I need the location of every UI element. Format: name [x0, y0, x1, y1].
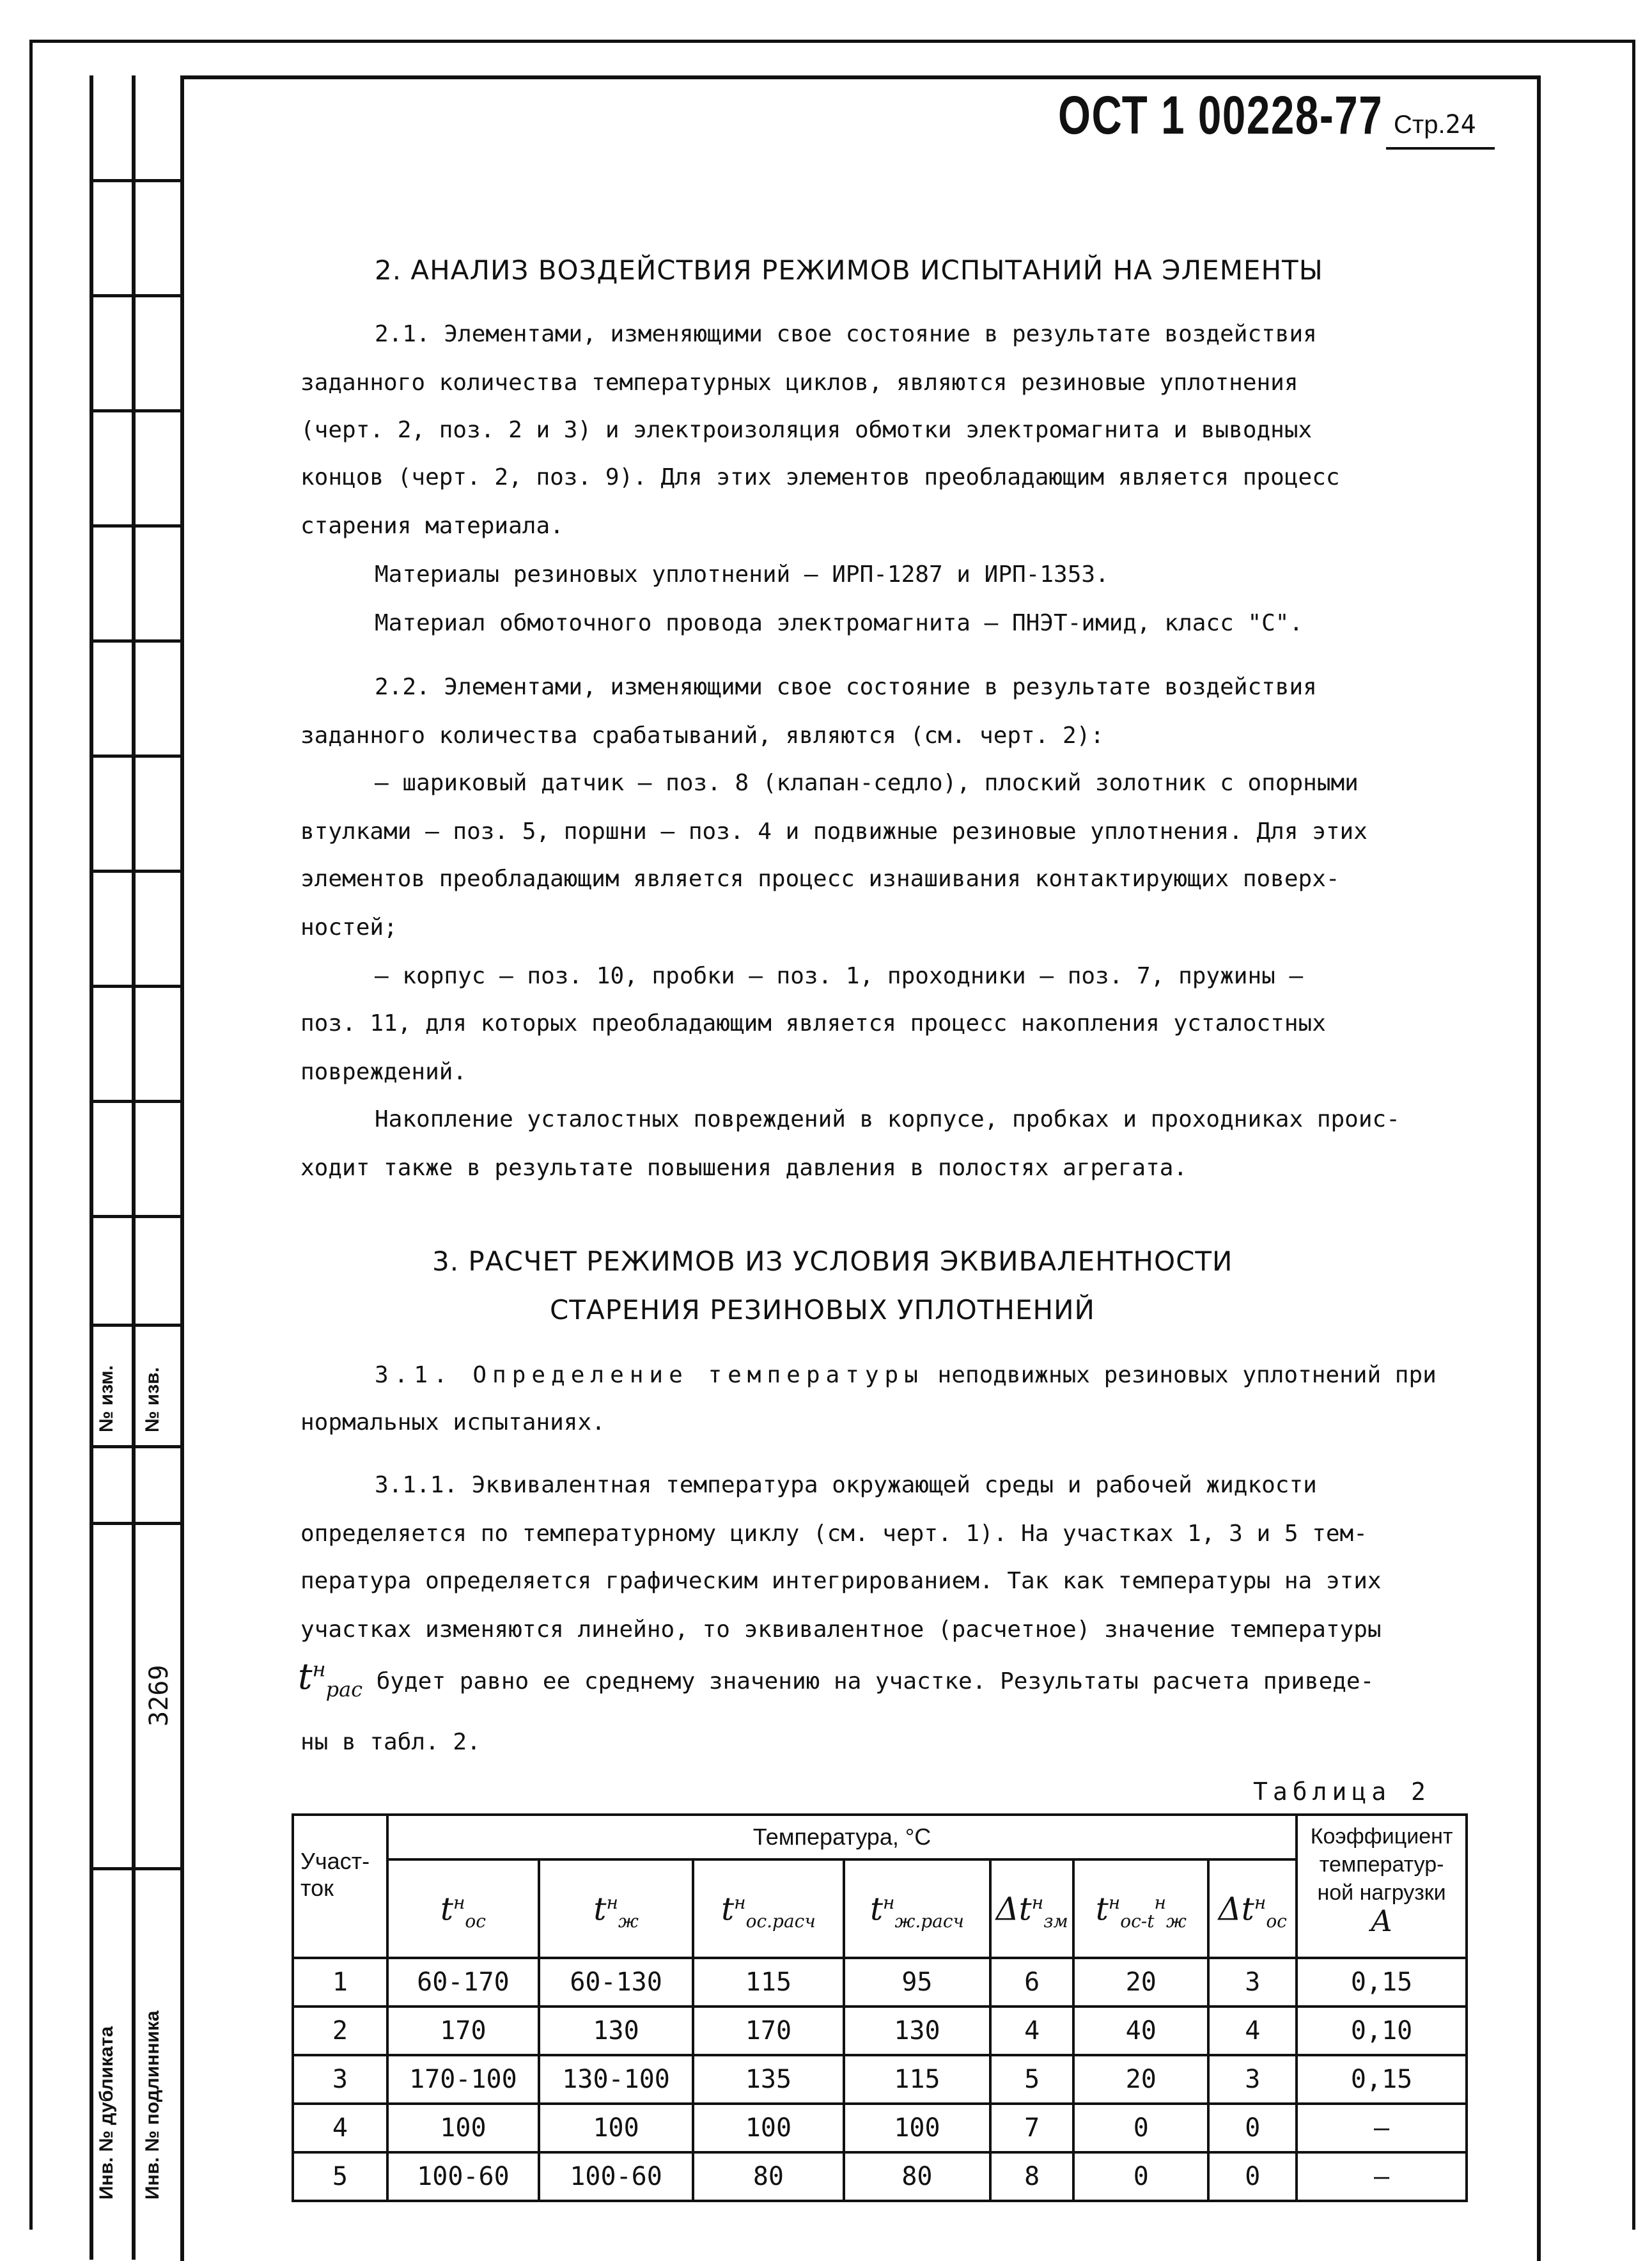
paragraph-line: – корпус – поз. 10, пробки – поз. 1, проходники – поз. 7, пружины – [375, 963, 1304, 989]
table-cell: 100-60 [387, 2152, 539, 2201]
table-cell: 4 [1208, 2007, 1297, 2055]
table-cell: 4 [990, 2007, 1073, 2055]
spaced-heading: 3.1. Определение температуры [375, 1362, 924, 1388]
paragraph-line: 2.2. Элементами, изменяющими свое состояние в результате воздействия [375, 674, 1317, 700]
table-cell: 5 [990, 2055, 1073, 2104]
paragraph-line: ходит также в результате повышения давления в полостях агрегата. [300, 1155, 1188, 1181]
paragraph-line: элементов преобладающим является процесс изнашивания контактирующих поверх- [300, 866, 1340, 892]
strip-divider [90, 409, 180, 412]
paragraph-line: поз. 11, для которых преобладающим является процесс накопления усталостных [300, 1010, 1326, 1037]
strip-line [132, 75, 136, 2260]
table-cell: 170-100 [387, 2055, 539, 2104]
strip-divider [90, 1215, 180, 1218]
strip-line [90, 75, 93, 2260]
table-caption: Таблица 2 [1253, 1778, 1431, 1806]
paragraph-line: (черт. 2, поз. 2 и 3) и электроизоляция обмотки электромагнита и выводных [300, 417, 1313, 443]
paragraph-line [298, 1656, 1374, 1702]
table-cell: 0,10 [1297, 2007, 1467, 2055]
paragraph-line: заданного количества температурных циклов, являются резиновые уплотнения [300, 370, 1298, 396]
table-cell: 3 [1208, 2055, 1297, 2104]
strip-divider [90, 1324, 180, 1327]
table-cell: 115 [693, 1958, 844, 2007]
table-cell: 7 [990, 2104, 1073, 2152]
table-cell: 60-130 [539, 1958, 693, 2007]
paragraph-line [375, 1362, 1437, 1388]
paragraph-line: заданного количества срабатываний, являются (см. черт. 2): [300, 723, 1105, 749]
table-cell: 135 [693, 2055, 844, 2104]
table-row [293, 2007, 1467, 2055]
paragraph-line: – шариковый датчик – поз. 8 (клапан-седло), плоский золотник с опорными [375, 770, 1359, 796]
duplicate-inventory-label: Инв. № дубликата [96, 2026, 117, 2200]
header-rule [1386, 147, 1495, 150]
table-cell: 80 [844, 2152, 991, 2201]
table-cell: 5 [293, 2152, 387, 2201]
paragraph-line: ностей; [300, 914, 398, 941]
page-label: Стр. [1394, 111, 1446, 139]
table-cell: 100-60 [539, 2152, 693, 2201]
temperature-group-header: Температура, °С [387, 1815, 1297, 1859]
table-cell: 100 [844, 2104, 991, 2152]
table-cell: 2 [293, 2007, 387, 2055]
table-cell: 0 [1208, 2104, 1297, 2152]
coefficient-column-header: Коэффициент температур- ной нагрузки А [1297, 1815, 1467, 1958]
strip-divider [90, 1522, 180, 1525]
paragraph-text: неподвижных резиновых уплотнений при [923, 1362, 1437, 1388]
strip-divider [90, 179, 180, 182]
paragraph-line: старения материала. [300, 513, 564, 539]
table-cell: 115 [844, 2055, 991, 2104]
original-inventory-label: Инв. № подлинника [142, 2010, 163, 2200]
table-cell: 0 [1073, 2104, 1208, 2152]
table-cell: – [1297, 2104, 1467, 2152]
paragraph-line: пература определяется графическим интегрированием. Так как температуры на этих [300, 1568, 1382, 1594]
temperature-table [292, 1813, 1468, 2202]
table-cell: 100 [539, 2104, 693, 2152]
table-cell: 80 [693, 2152, 844, 2201]
table-cell: 0,15 [1297, 1958, 1467, 2007]
table-cell: – [1297, 2152, 1467, 2201]
section-3-heading-cont: СТАРЕНИЯ РЕЗИНОВЫХ УПЛОТНЕНИЙ [550, 1294, 1095, 1326]
paragraph-line: повреждений. [300, 1059, 467, 1085]
strip-divider [90, 755, 180, 758]
table-cell: 95 [844, 1958, 991, 2007]
column-header: $t^н_{ос.расч}$ [693, 1859, 844, 1958]
strip-divider [90, 524, 180, 528]
table-cell: 1 [293, 1958, 387, 2007]
paragraph-line: 2.1. Элементами, изменяющими свое состояние в результате воздействия [375, 321, 1317, 347]
section-3-heading: 3. РАСЧЕТ РЕЖИМОВ ИЗ УСЛОВИЯ ЭКВИВАЛЕНТНОСТИ [432, 1246, 1233, 1277]
table-cell: 0 [1073, 2152, 1208, 2201]
column-header: $\Delta t^н_{зм}$ [990, 1859, 1073, 1958]
paragraph-line: Материал обмоточного провода электромагнита – ПНЭТ-имид, класс "С". [375, 610, 1304, 636]
column-header: $t^н_{ос-t}^н_ж$ [1073, 1859, 1208, 1958]
table-cell: 8 [990, 2152, 1073, 2201]
section-column-header: Участ- ток [293, 1815, 387, 1958]
paragraph-line: втулками – поз. 5, поршни – поз. 4 и подвижные резиновые уплотнения. Для этих [300, 818, 1368, 845]
table-cell: 100 [693, 2104, 844, 2152]
table-cell: 170 [387, 2007, 539, 2055]
table-cell: 3 [1208, 1958, 1297, 2007]
column-header: $t^н_{ж.расч}$ [844, 1859, 991, 1958]
column-header: $\Delta t^н_{ос}$ [1208, 1859, 1297, 1958]
paragraph-line: участках изменяются линейно, то эквивалентное (расчетное) значение температуры [300, 1616, 1382, 1643]
table-cell: 3 [293, 2055, 387, 2104]
table-cell: 40 [1073, 2007, 1208, 2055]
table-cell: 130-100 [539, 2055, 693, 2104]
table-cell: 0,15 [1297, 2055, 1467, 2104]
page-reference [1394, 110, 1476, 139]
paragraph-line: нормальных испытаниях. [300, 1409, 605, 1436]
table-cell: 6 [990, 1958, 1073, 2007]
paragraph-line: определяется по температурному циклу (см. черт. 1). На участках 1, 3 и 5 тем- [300, 1521, 1368, 1547]
paragraph-line: Материалы резиновых уплотнений – ИРП-1287 и ИРП-1353. [375, 561, 1109, 588]
strip-divider [90, 639, 180, 643]
page-number: 24 [1445, 110, 1476, 139]
strip-divider [90, 1100, 180, 1103]
inventory-number: 3269 [144, 1664, 174, 1726]
strip-divider [90, 294, 180, 297]
strip-divider [90, 985, 180, 988]
change-no-label: № изм. [96, 1365, 117, 1432]
paragraph-line: концов (черт. 2, поз. 9). Для этих элементов преобладающим является процесс [300, 464, 1340, 490]
section-2-heading: 2. АНАЛИЗ ВОЗДЕЙСТВИЯ РЕЖИМОВ ИСПЫТАНИЙ НА ЭЛЕМЕНТЫ [375, 254, 1323, 286]
paragraph-line: Накопление усталостных повреждений в корпусе, пробках и проходниках проис- [375, 1106, 1400, 1132]
strip-divider [90, 870, 180, 873]
column-header: $t^н_ж$ [539, 1859, 693, 1958]
table-cell: 170 [693, 2007, 844, 2055]
notice-no-label: № изв. [142, 1367, 163, 1432]
strip-divider [90, 1445, 180, 1448]
table-row [293, 2104, 1467, 2152]
column-header: $t^н_{ос}$ [387, 1859, 539, 1958]
table-cell: 20 [1073, 2055, 1208, 2104]
table-cell: 20 [1073, 1958, 1208, 2007]
paragraph-line: 3.1.1. Эквивалентная температура окружающей среды и рабочей жидкости [375, 1472, 1317, 1498]
paragraph-line: ны в табл. 2. [300, 1729, 481, 1755]
document-code: ОСТ 1 00228-77 [1058, 85, 1383, 145]
table-cell: 130 [844, 2007, 991, 2055]
table-row [293, 2152, 1467, 2201]
table-cell: 60-170 [387, 1958, 539, 2007]
table-cell: 0 [1208, 2152, 1297, 2201]
paragraph-text: будет равно ее среднему значению на участке. Результаты расчета приведе- [362, 1668, 1375, 1694]
strip-divider [90, 1867, 180, 1870]
table-cell: 100 [387, 2104, 539, 2152]
table-cell: 130 [539, 2007, 693, 2055]
table-row [293, 2055, 1467, 2104]
table-row [293, 1958, 1467, 2007]
table-cell: 4 [293, 2104, 387, 2152]
temperature-symbol: $t^н_{рас}$ [298, 1656, 363, 1702]
